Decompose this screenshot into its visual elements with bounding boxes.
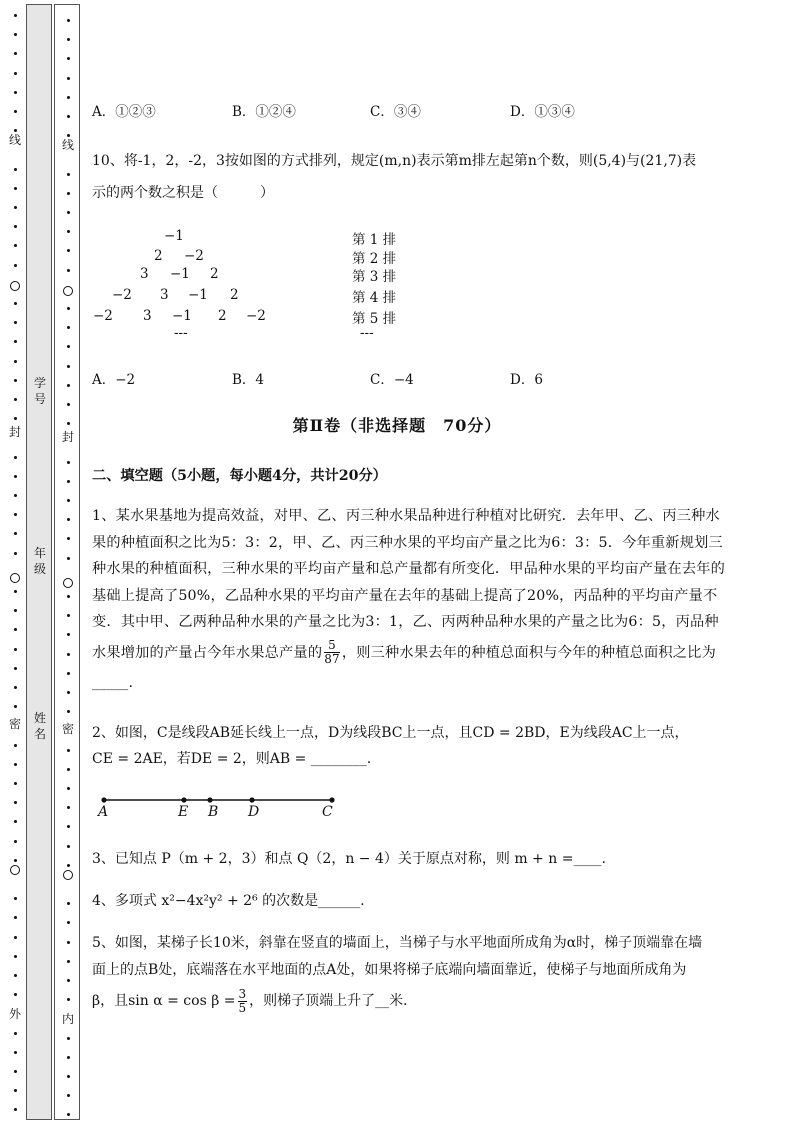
tri-ellipsis: --- <box>174 325 188 341</box>
binding-dot <box>67 825 70 828</box>
binding-dot <box>14 187 17 190</box>
binding-dot <box>14 1051 17 1054</box>
tri-r3-c3: 2 <box>210 266 219 282</box>
tri-r4-c2: 3 <box>160 287 169 303</box>
binding-dot <box>14 609 17 612</box>
binding-dot <box>67 269 70 272</box>
point-b-label: B <box>208 804 219 820</box>
binding-circle <box>10 573 20 583</box>
binding-dot <box>14 110 17 113</box>
binding-dot <box>67 480 70 483</box>
binding-dot <box>14 1070 17 1073</box>
row-label-3: 第 3 排 <box>352 269 397 285</box>
tri-r5-c5: −2 <box>246 308 266 324</box>
binding-dot <box>14 360 17 363</box>
binding-dot <box>14 667 17 670</box>
section-title: 二、填空题（5小题，每小题4分，共计20分） <box>92 468 387 484</box>
binding-dot <box>14 897 17 900</box>
binding-dot <box>14 340 17 343</box>
tri-r5-c3: −1 <box>172 308 192 324</box>
binding-dot <box>67 38 70 41</box>
binding-dot <box>14 1089 17 1092</box>
binding-dot <box>14 456 17 459</box>
segment-line <box>0 785 794 825</box>
row-label-4: 第 4 排 <box>352 290 397 306</box>
q9-option-b: B．①②④ <box>232 104 296 120</box>
q5-frac-num: 3 <box>238 986 247 1001</box>
binding-circle <box>63 286 73 296</box>
binding-dot <box>14 936 17 939</box>
q2-text-line2: CE = 2AE，若DE = 2，则AB = ________. <box>92 751 372 767</box>
binding-dot <box>67 19 70 22</box>
binding-dot <box>14 302 17 305</box>
binding-dot <box>67 499 70 502</box>
q1-line6 <box>92 636 742 670</box>
tri-r3-c2: −1 <box>170 266 190 282</box>
binding-dot <box>67 134 70 137</box>
binding-char: 密 <box>61 722 74 736</box>
q1-line5: 变．其中甲、乙两种品种水果的产量之比为3：1，乙、丙两种品种水果的产量之比为6：5，丙品种 <box>92 614 719 630</box>
q10-option-a: A．−2 <box>92 372 136 388</box>
tri-r5-c1: −2 <box>93 308 113 324</box>
q1-line4: 基础上提高了50%，乙品种水果的平均亩产量在去年的基础上提高了20%，丙品种的平均亩产量不 <box>92 587 718 604</box>
q5-text-line3 <box>92 984 417 1018</box>
binding-dot <box>14 52 17 55</box>
binding-dot <box>14 494 17 497</box>
q5-text-line2: 面上的点B处，底端落在水平地面的点A处，如果将梯子底端向墙面靠近，使梯子与地面所成角为 <box>92 962 687 978</box>
binding-dot <box>14 552 17 555</box>
binding-dot <box>14 475 17 478</box>
binding-dot <box>14 686 17 689</box>
binding-dot <box>14 72 17 75</box>
q1-line6-after: ，则三种水果去年的种植总面积与今年的种植总面积之比为 <box>341 644 716 661</box>
row-label-1: 第 1 排 <box>352 232 397 248</box>
binding-dot <box>67 115 70 118</box>
q2-text-line1: 2、如图，C是线段AB延长线上一点，D为线段BC上一点，且CD = 2BD，E为线段AC上一点， <box>92 725 689 741</box>
binding-dot <box>14 225 17 228</box>
binding-dot <box>67 173 70 176</box>
student-info-strip <box>26 4 52 1120</box>
binding-dot <box>14 398 17 401</box>
binding-dot <box>67 653 70 656</box>
binding-char: 线 <box>8 133 21 147</box>
tri-r4-c3: −1 <box>188 287 208 303</box>
binding-dot <box>67 998 70 1001</box>
tri-r5-c4: 2 <box>218 308 227 324</box>
binding-dot <box>67 230 70 233</box>
binding-dot <box>67 326 70 329</box>
grade-label: 年级 <box>33 546 46 576</box>
binding-dot <box>14 1108 17 1111</box>
binding-circle <box>10 281 20 291</box>
binding-circle <box>10 865 20 875</box>
binding-dot <box>67 902 70 905</box>
binding-dot <box>14 744 17 747</box>
binding-dot <box>67 403 70 406</box>
q9-option-c: C．③④ <box>370 104 421 120</box>
binding-dot <box>67 633 70 636</box>
binding-dot <box>67 345 70 348</box>
binding-dot <box>67 307 70 310</box>
binding-dot <box>67 979 70 982</box>
binding-dot <box>67 77 70 80</box>
binding-circle <box>63 578 73 588</box>
binding-dot <box>14 648 17 651</box>
q5-line3-after: ，则梯子顶端上升了__米． <box>249 993 418 1009</box>
binding-dot <box>67 461 70 464</box>
q5-frac-den: 5 <box>238 1000 247 1015</box>
binding-dot <box>14 321 17 324</box>
binding-dot <box>67 710 70 713</box>
binding-dot <box>14 91 17 94</box>
tri-r3-c1: 3 <box>140 266 149 282</box>
binding-dot <box>67 921 70 924</box>
tri-r1-c1: −1 <box>164 228 184 244</box>
binding-char: 密 <box>8 717 21 731</box>
binding-dot <box>67 614 70 617</box>
q10-text-line1: 10、将-1，2，-2，3按如图的方式排列，规定(m,n)表示第m排左起第n个数，则(5,4)与(21,7)表 <box>92 153 697 169</box>
binding-dot <box>14 532 17 535</box>
q1-frac-den: 87 <box>324 652 340 666</box>
binding-dot <box>14 513 17 516</box>
binding-dot <box>67 960 70 963</box>
binding-dot <box>14 168 17 171</box>
q5-fraction <box>238 988 248 1015</box>
binding-dot <box>67 1075 70 1078</box>
tri-r2-c2: −2 <box>184 248 204 264</box>
binding-dot <box>67 557 70 560</box>
binding-char: 封 <box>61 430 74 444</box>
student-id-label: 学号 <box>33 376 46 406</box>
binding-dot <box>14 840 17 843</box>
binding-dot <box>14 206 17 209</box>
point-e-label: E <box>178 804 189 820</box>
point-c-label: C <box>322 804 333 820</box>
name-label: 姓名 <box>33 711 46 741</box>
binding-dot <box>67 249 70 252</box>
binding-char: 内 <box>61 1012 74 1026</box>
row-label-5: 第 5 排 <box>352 311 397 327</box>
binding-dot <box>14 14 17 17</box>
binding-dot <box>67 96 70 99</box>
binding-dot <box>67 384 70 387</box>
binding-dot <box>67 518 70 521</box>
binding-dot <box>14 1032 17 1035</box>
binding-dot <box>67 1056 70 1059</box>
binding-dot <box>14 379 17 382</box>
q10-option-c: C．−4 <box>370 372 414 388</box>
tri-r2-c1: 2 <box>154 248 163 264</box>
binding-dot <box>14 705 17 708</box>
binding-dot <box>14 590 17 593</box>
tri-r4-c4: 2 <box>230 287 239 303</box>
binding-dot <box>14 974 17 977</box>
tri-r5-c2: 3 <box>143 308 152 324</box>
q10-text-line2: 示的两个数之积是（ ） <box>92 185 274 201</box>
binding-dot <box>67 192 70 195</box>
binding-dot <box>67 1094 70 1097</box>
binding-dot <box>67 845 70 848</box>
binding-circle <box>63 870 73 880</box>
binding-dot <box>14 244 17 247</box>
binding-dot <box>14 955 17 958</box>
point-d-label: D <box>248 804 260 820</box>
inner-binding-margin <box>54 4 80 1120</box>
binding-dot <box>67 365 70 368</box>
binding-dot <box>14 628 17 631</box>
binding-dot <box>67 1037 70 1040</box>
q9-option-a: A．①②③ <box>92 104 156 120</box>
binding-dot <box>14 993 17 996</box>
binding-dot <box>67 57 70 60</box>
q4-text: 4、多项式 x²−4x²y² + 2⁶ 的次数是______. <box>92 893 365 909</box>
binding-dot <box>67 672 70 675</box>
binding-dot <box>67 691 70 694</box>
q1-line6-before: 水果增加的产量占今年水果总产量的 <box>92 644 323 661</box>
q1-line3: 种水果的种植面积，三种水果的平均亩产量和总产量都有所变化．甲品种水果的平均亩产量在去年的 <box>92 561 726 577</box>
binding-dot <box>67 749 70 752</box>
binding-dot <box>14 859 17 862</box>
binding-dot <box>14 916 17 919</box>
point-a-label: A <box>98 804 109 820</box>
q10-option-b: B．4 <box>232 372 265 388</box>
row-label-2: 第 2 排 <box>352 251 397 267</box>
q1-line1: 1、某水果基地为提高效益，对甲、乙、丙三种水果品种进行种植对比研究．去年甲、乙、丙三种水 <box>92 508 720 524</box>
outer-binding-margin <box>8 0 24 1123</box>
q5-text-line1: 5、如图，某梯子长10米，斜靠在竖直的墙面上，当梯子与水平地面所成角为α时，梯子顶端靠在墙 <box>92 935 703 951</box>
tri-r4-c1: −2 <box>112 287 132 303</box>
q1-blank: _____. <box>92 674 134 691</box>
q1-fraction <box>324 639 340 666</box>
q1-text <box>92 503 742 696</box>
binding-dot <box>67 941 70 944</box>
binding-dot <box>67 864 70 867</box>
q9-option-d: D．①③④ <box>510 104 575 120</box>
binding-dot <box>14 264 17 267</box>
binding-dot <box>14 763 17 766</box>
binding-char: 外 <box>8 1007 21 1021</box>
part2-title: 第Ⅱ卷（非选择题 70分） <box>292 416 502 435</box>
binding-char: 封 <box>8 425 21 439</box>
binding-dot <box>67 595 70 598</box>
q1-frac-num: 5 <box>324 639 340 653</box>
q3-text: 3、已知点 P（m + 2，3）和点 Q（2，n − 4）关于原点对称，则 m + n =____. <box>92 851 606 867</box>
binding-dot <box>67 768 70 771</box>
binding-dot <box>67 537 70 540</box>
binding-dot <box>67 1113 70 1116</box>
binding-dot <box>14 33 17 36</box>
binding-char: 线 <box>61 138 74 152</box>
row-label-ellipsis: --- <box>360 325 374 341</box>
binding-dot <box>14 129 17 132</box>
q10-option-d: D．6 <box>510 372 543 388</box>
binding-dot <box>67 211 70 214</box>
q1-line2: 果的种植面积之比为5：3：2，甲、乙、丙三种水果的平均亩产量之比为6：3：5．今年重新规划三 <box>92 534 723 551</box>
q5-line3-before: β，且sin α = cos β = <box>92 993 236 1009</box>
